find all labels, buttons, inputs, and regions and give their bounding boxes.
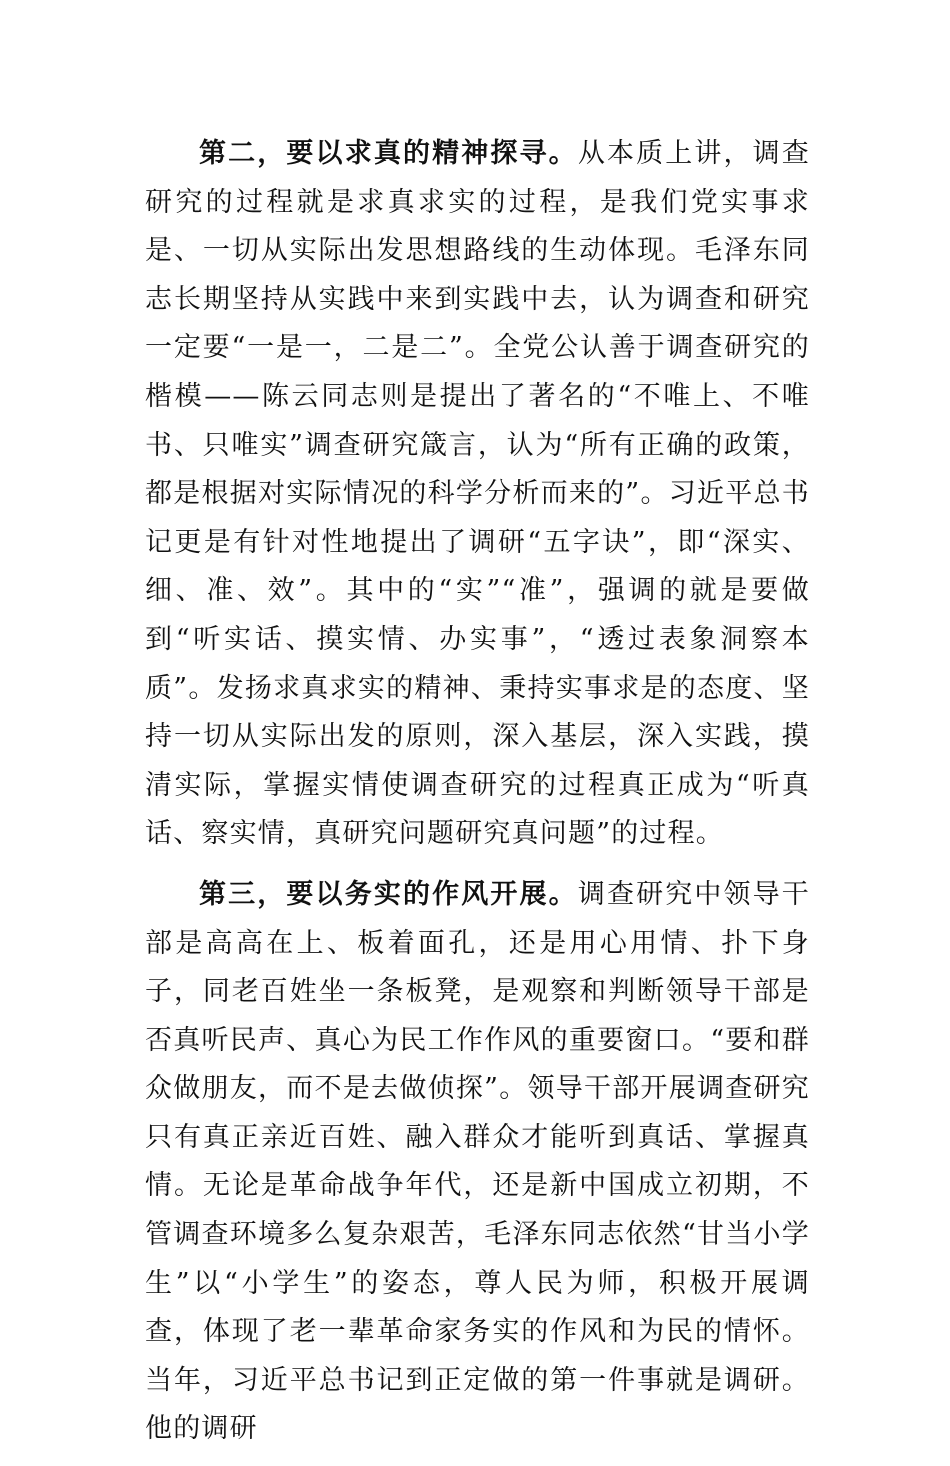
paragraph-lead-heading: 第三，要以务实的作风开展。 [199,878,578,910]
paragraph-body-text: 调查研究中领导干部是高高在上、板着面孔，还是用心用情、扑下身子，同老百姓坐一条板凳，是观察和判断领导干部是否真听民声、真心为民工作作风的重要窗口。“要和群众做朋友，而不是去做侦探”。领导干部开展调查研究只有真正亲近百姓、融入群众才能听到真话、掌握真情。无论是革命战争年代，还是新中国成立初期，不管调查环境多么复杂艰苦，毛泽东同志依然“甘当小学生”以“小学生”的姿态，尊人民为师，积极开展调查，体现了老一辈革命家务实的作风和为民的情怀。当年，习近平总书记到正定做的第一件事就是调研。他的调研 [145,878,810,1445]
paragraph-lead-heading: 第二，要以求真的精神探寻。 [199,138,578,169]
paragraph-second-point [145,130,810,859]
paragraph-body-text: 从本质上讲，调查研究的过程就是求真求实的过程，是我们党实事求是、一切从实际出发思想路线的生动体现。毛泽东同志长期坚持从实践中来到实践中去，认为调查和研究一定要“一是一，二是二”。全党公认善于调查研究的楷模——陈云同志则是提出了著名的“不唯上、不唯书、只唯实”调查研究箴言，认为“所有正确的政策，都是根据对实际情况的科学分析而来的”。习近平总书记更是有针对性地提出了调研“五字诀”，即“深实、细、准、效”。其中的“实”“准”，强调的就是要做到“听实话、摸实情、办实事”，“透过表象洞察本质”。发扬求真求实的精神、秉持实事求是的态度、坚持一切从实际出发的原则，深入基层，深入实践，摸清实际，掌握实情使调查研究的过程真正成为“听真话、察实情，真研究问题研究真问题”的过程。 [145,138,810,850]
paragraph-third-point [145,871,810,1454]
document-body [145,130,810,1466]
